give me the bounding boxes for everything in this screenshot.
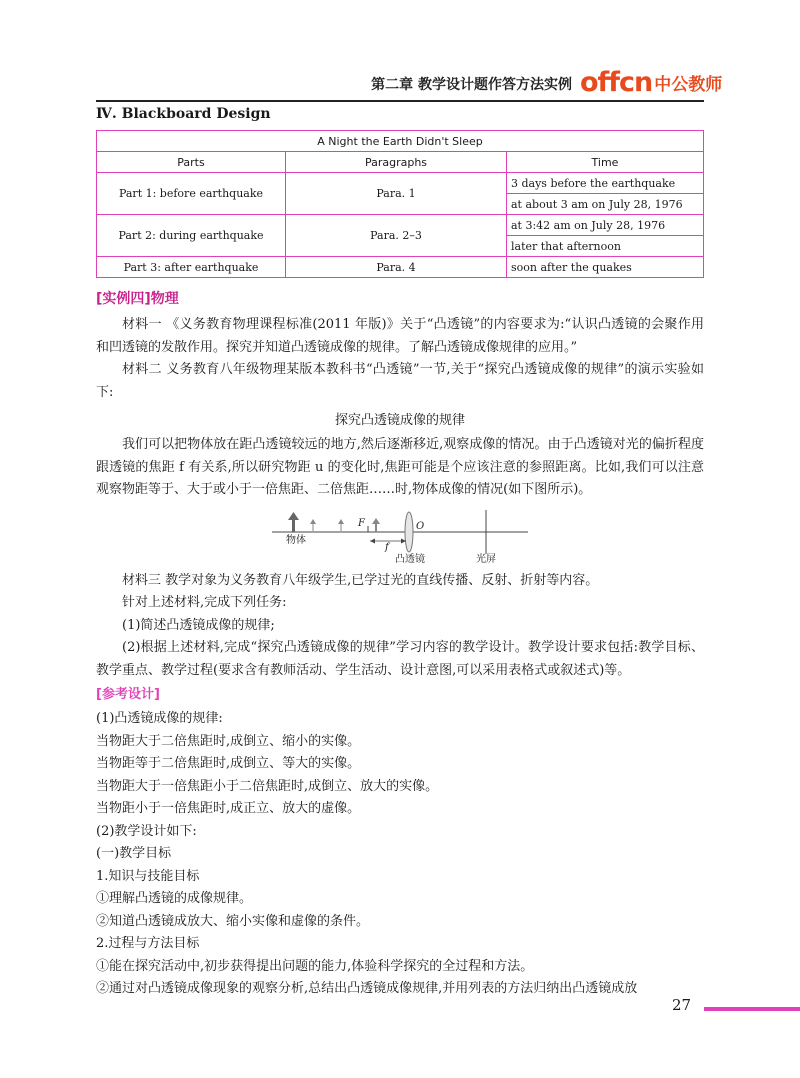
focal-arrow-head-left <box>370 538 375 543</box>
cell-time: 3 days before the earthquake <box>507 173 704 194</box>
lens-diagram <box>96 506 704 566</box>
experiment-body: 我们可以把物体放在距凸透镜较远的地方,然后逐渐移近,观察成像的情况。由于凸透镜对光的偏折程度跟透镜的焦距 f 有关系,所以研究物距 u 的变化时,焦距可能是个应该注意的参照距离。比如,我们可以注意观察物距等于、大于或小于一倍焦距、二倍焦距……时,物体成像的情况(如下图所示)。 <box>96 437 704 497</box>
label-f-point: F <box>358 517 365 529</box>
reference-tag: [参考设计] <box>96 687 160 702</box>
material-one: 材料一 《义务教育物理课程标准(2011 年版)》关于“凸透镜”的内容要求为:“认识凸透镜的会聚作用和凹透镜的发散作用。探究并知道凸透镜成像的规律。了解凸透镜成像规律的应用。” <box>96 317 704 355</box>
cell-para: Para. 2–3 <box>286 215 507 257</box>
logo-cn-text: 中公教师 <box>654 74 723 95</box>
table-header-time: Time <box>507 152 704 173</box>
table-header-parts: Parts <box>97 152 286 173</box>
ref-line: 当物距小于一倍焦距时,成正立、放大的虚像。 <box>96 801 361 816</box>
cell-time: soon after the quakes <box>507 257 704 278</box>
ref-line: 1.知识与技能目标 <box>96 868 200 884</box>
section-heading: Ⅳ. Blackboard Design <box>96 106 271 122</box>
ref-line: ①能在探究活动中,初步获得提出问题的能力,体验科学探究的全过程和方法。 <box>96 958 534 974</box>
cell-part: Part 3: after earthquake <box>97 257 286 278</box>
material-two: 材料二 义务教育八年级物理某版本教科书“凸透镜”一节,关于“探究凸透镜成像的规律”的演示实验如下: <box>96 362 704 400</box>
ref-line: (2)教学设计如下: <box>96 823 197 839</box>
lens-diagram-svg <box>96 506 704 566</box>
cell-time: later that afternoon <box>507 236 704 257</box>
label-screen: 光屏 <box>476 553 496 565</box>
table-title: A Night the Earth Didn't Sleep <box>97 131 704 152</box>
ref-line: (1)凸透镜成像的规律: <box>96 711 223 726</box>
label-object: 物体 <box>286 534 306 546</box>
label-o: O <box>416 520 425 532</box>
page-content <box>96 100 704 1001</box>
ref-line: 当物距等于二倍焦距时,成倒立、等大的实像。 <box>96 756 361 771</box>
small-arrow-icon <box>372 518 380 532</box>
task-two: (2)根据上述材料,完成“探究凸透镜成像的规律”学习内容的教学设计。教学设计要求包括:教学目标、教学重点、教学过程(要求含有教师活动、学生活动、设计意图,可以采用表格式或叙述式)等。 <box>96 640 704 678</box>
page-number: 27 <box>672 996 692 1014</box>
brand-logo <box>580 66 722 98</box>
material-three: 材料三 教学对象为义务教育八年级学生,已学过光的直线传播、反射、折射等内容。 <box>122 572 599 588</box>
object-arrow-icon <box>288 512 299 532</box>
ref-line: 当物距大于一倍焦距小于二倍焦距时,成倒立、放大的实像。 <box>96 778 439 794</box>
cell-time: at 3:42 am on July 28, 1976 <box>507 215 704 236</box>
table-row <box>97 257 704 278</box>
logo-offcn-text: offcn <box>580 66 653 98</box>
image-arrow-icon <box>310 519 344 531</box>
ref-line: ②知道凸透镜成放大、缩小实像和虚像的条件。 <box>96 913 370 929</box>
page-header <box>0 66 800 102</box>
cell-para: Para. 1 <box>286 173 507 215</box>
table-row <box>97 215 704 236</box>
cell-part: Part 2: during earthquake <box>97 215 286 257</box>
example-tag: [实例四]物理 <box>96 291 179 307</box>
convex-lens-icon <box>405 512 413 552</box>
footer-accent-bar <box>704 1007 800 1011</box>
ref-line: ②通过对凸透镜成像现象的观察分析,总结出凸透镜成像规律,并用列表的方法归纳出凸透镜成放 <box>96 981 638 996</box>
blackboard-design-table <box>96 130 704 278</box>
chapter-title: 第二章 教学设计题作答方法实例 <box>371 77 572 93</box>
cell-time: at about 3 am on July 28, 1976 <box>507 194 704 215</box>
cell-part: Part 1: before earthquake <box>97 173 286 215</box>
ref-line: (一)教学目标 <box>96 846 172 861</box>
task-intro: 针对上述材料,完成下列任务: <box>122 595 287 610</box>
ref-line: 当物距大于二倍焦距时,成倒立、缩小的实像。 <box>96 733 361 749</box>
label-f: f <box>385 541 389 553</box>
cell-para: Para. 4 <box>286 257 507 278</box>
task-one: (1)简述凸透镜成像的规律; <box>122 617 275 633</box>
ref-line: ①理解凸透镜的成像规律。 <box>96 891 253 906</box>
label-lens: 凸透镜 <box>395 553 425 565</box>
ref-line: 2.过程与方法目标 <box>96 936 200 951</box>
experiment-subtitle: 探究凸透镜成像的规律 <box>334 413 465 428</box>
table-header-paragraphs: Paragraphs <box>286 152 507 173</box>
table-row <box>97 173 704 194</box>
